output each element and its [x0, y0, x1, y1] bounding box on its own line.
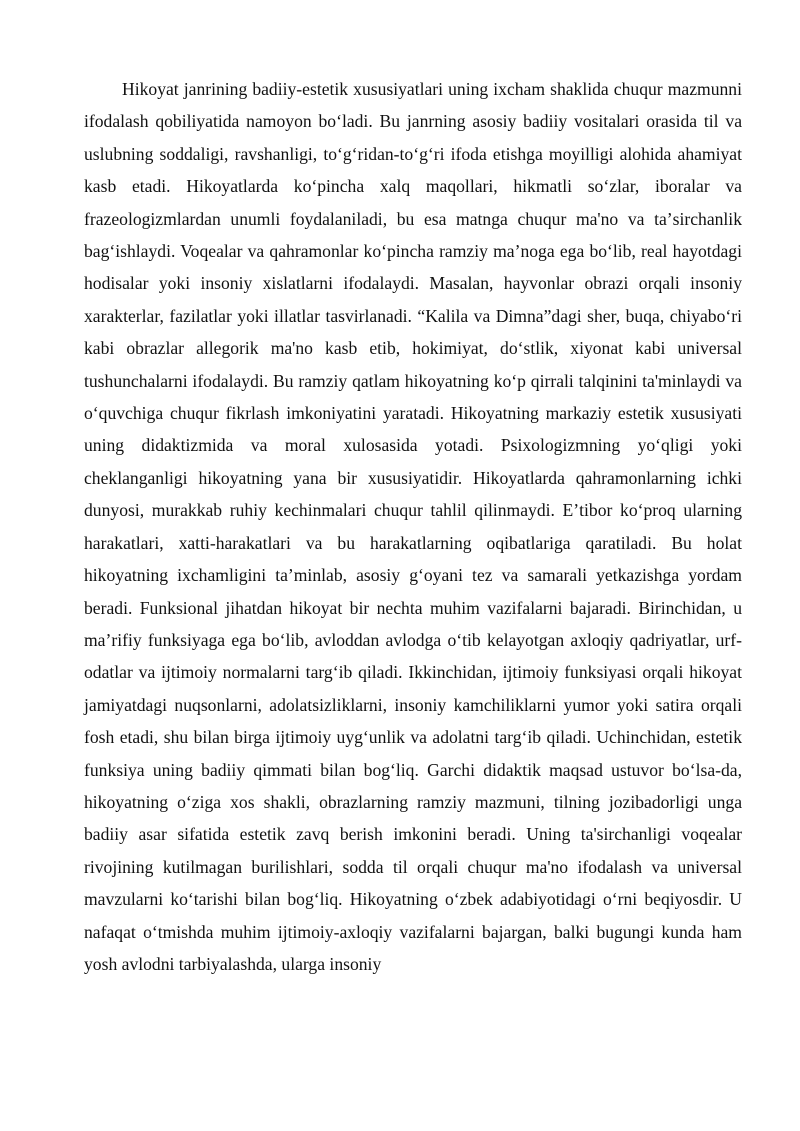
body-paragraph: Hikoyat janrining badiiy-estetik xususiyatlari uning ixcham shaklida chuqur mazmunni ifodalash qobiliyatida namoyon boʻladi. Bu janrning asosiy badiiy vositalari orasida til va uslubning soddaligi, ravshanligi, toʻgʻridan-toʻgʻri ifoda etishga moyilligi alohida ahamiyat kasb etadi. Hikoyatlarda koʻpincha xalq maqollari, hikmatli soʻzlar, iboralar va frazeologizmlardan unumli foydalaniladi, bu esa matnga chuqur ma'no va taʼsirchanlik bagʻishlaydi. Voqealar va qahramonlar koʻpincha ramziy maʼnoga ega boʻlib, real hayotdagi hodisalar yoki insoniy xislatlarni ifodalaydi. Masalan, hayvonlar obrazi orqali insoniy xarakterlar, fazilatlar yoki illatlar tasvirlanadi. “Kalila va Dimna”dagi sher, buqa, chiyaboʻri kabi obrazlar allegorik ma'no kasb etib, hokimiyat, doʻstlik, xiyonat kabi universal tushunchalarni ifodalaydi. Bu ramziy qatlam hikoyatning koʻp qirrali talqinini ta'minlaydi va oʻquvchiga chuqur fikrlash imkoniyatini yaratadi. Hikoyatning markaziy estetik xususiyati uning didaktizmida va moral xulosasida yotadi. Psixologizmning yoʻqligi yoki cheklanganligi hikoyatning yana bir xususiyatidir. Hikoyatlarda qahramonlarning ichki dunyosi, murakkab ruhiy kechinmalari chuqur tahlil qilinmaydi. Eʼtibor koʻproq ularning harakatlari, xatti-harakatlari va bu harakatlarning oqibatlariga qaratiladi. Bu holat hikoyatning ixchamligini taʼminlab, asosiy gʻoyani tez va samarali yetkazishga yordam beradi. Funksional jihatdan hikoyat bir nechta muhim vazifalarni bajaradi. Birinchidan, u maʼrifiy funksiyaga ega boʻlib, avloddan avlodga oʻtib kelayotgan axloqiy qadriyatlar, urf-odatlar va ijtimoiy normalarni targʻib qiladi. Ikkinchidan, ijtimoiy funksiyasi orqali hikoyat jamiyatdagi nuqsonlarni, adolatsizliklarni, insoniy kamchiliklarni yumor yoki satira orqali fosh etadi, shu bilan birga ijtimoiy uygʻunlik va adolatni targʻib qiladi. Uchinchidan, estetik funksiya uning badiiy qimmati bilan bogʻliq. Garchi didaktik maqsad ustuvor boʻlsa-da, hikoyatning oʻziga xos shakli, obrazlarning ramziy mazmuni, tilning jozibadorligi unga badiiy asar sifatida estetik zavq berish imkonini beradi. Uning ta'sirchanligi voqealar rivojining kutilmagan burilishlari, sodda til orqali chuqur ma'no ifodalash va universal mavzularni koʻtarishi bilan bogʻliq. Hikoyatning oʻzbek adabiyotidagi oʻrni beqiyosdir. U nafaqat oʻtmishda muhim ijtimoiy-axloqiy vazifalarni bajargan, balki bugungi kunda ham yosh avlodni tarbiyalashda, ularga insoniy — [84, 79, 742, 974]
